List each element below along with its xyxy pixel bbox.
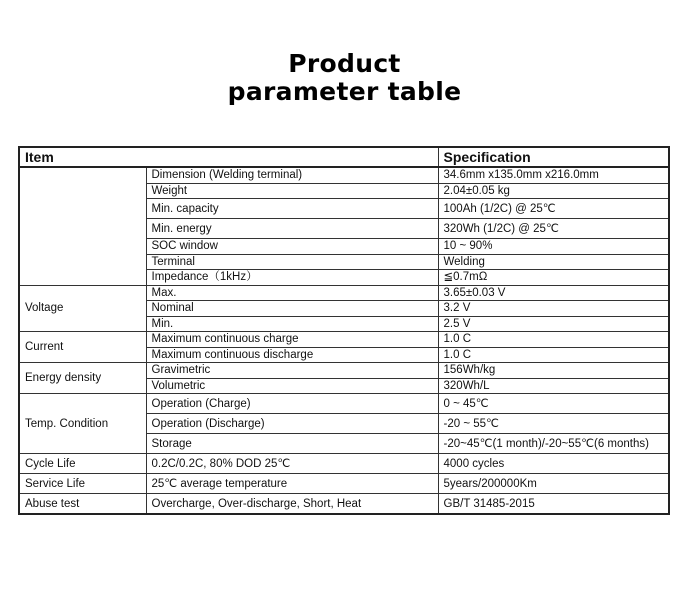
- group-cell-temp-condition: Temp. Condition: [19, 394, 146, 454]
- value-cell: 3.65±0.03 V: [438, 285, 669, 301]
- value-cell: 0 ~ 45℃: [438, 394, 669, 414]
- group-cell-abuse-test: Abuse test: [19, 494, 146, 515]
- param-cell: Nominal: [146, 301, 438, 317]
- param-cell: Max.: [146, 285, 438, 301]
- value-cell: 100Ah (1/2C) @ 25℃: [438, 199, 669, 219]
- value-cell: Welding: [438, 254, 669, 270]
- group-cell-energy-density: Energy density: [19, 363, 146, 394]
- group-cell-cycle-life: Cycle Life: [19, 454, 146, 474]
- table-row: [19, 363, 669, 379]
- table-row: [19, 474, 669, 494]
- param-cell: Min. capacity: [146, 199, 438, 219]
- value-cell: 2.04±0.05 kg: [438, 183, 669, 199]
- value-cell: ≦0.7mΩ: [438, 270, 669, 286]
- table-row: [19, 167, 669, 183]
- group-cell-service-life: Service Life: [19, 474, 146, 494]
- table-row: [19, 454, 669, 474]
- value-cell: 1.0 C: [438, 332, 669, 348]
- param-cell: Operation (Charge): [146, 394, 438, 414]
- value-cell: 156Wh/kg: [438, 363, 669, 379]
- title-line-2: parameter table: [227, 77, 462, 106]
- value-cell: 320Wh/L: [438, 378, 669, 394]
- group-cell-current: Current: [19, 332, 146, 363]
- value-cell: 5years/200000Km: [438, 474, 669, 494]
- parameter-table: [18, 146, 670, 515]
- value-cell: GB/T 31485-2015: [438, 494, 669, 515]
- value-cell: 34.6mm x135.0mm x216.0mm: [438, 167, 669, 183]
- table-row: [19, 285, 669, 301]
- table-row: [19, 332, 669, 348]
- value-cell: -20 ~ 55℃: [438, 414, 669, 434]
- param-cell: Maximum continuous discharge: [146, 347, 438, 363]
- param-cell: 25℃ average temperature: [146, 474, 438, 494]
- param-cell: Weight: [146, 183, 438, 199]
- param-cell: Gravimetric: [146, 363, 438, 379]
- value-cell: 3.2 V: [438, 301, 669, 317]
- group-cell-voltage: Voltage: [19, 285, 146, 332]
- param-cell: SOC window: [146, 239, 438, 255]
- title-line-1: Product: [288, 49, 401, 78]
- group-cell-general: [19, 167, 146, 285]
- value-cell: 10 ~ 90%: [438, 239, 669, 255]
- param-cell: Maximum continuous charge: [146, 332, 438, 348]
- value-cell: -20~45℃(1 month)/-20~55℃(6 months): [438, 434, 669, 454]
- value-cell: 2.5 V: [438, 316, 669, 332]
- table-header-row: [19, 147, 669, 167]
- header-item: Item: [19, 147, 438, 167]
- value-cell: 1.0 C: [438, 347, 669, 363]
- param-cell: Volumetric: [146, 378, 438, 394]
- param-cell: Impedance（1kHz）: [146, 270, 438, 286]
- param-cell: Min.: [146, 316, 438, 332]
- value-cell: 320Wh (1/2C) @ 25℃: [438, 219, 669, 239]
- table-row: [19, 394, 669, 414]
- header-specification: Specification: [438, 147, 669, 167]
- param-cell: 0.2C/0.2C, 80% DOD 25℃: [146, 454, 438, 474]
- value-cell: 4000 cycles: [438, 454, 669, 474]
- param-cell: Storage: [146, 434, 438, 454]
- table-row: [19, 494, 669, 515]
- param-cell: Operation (Discharge): [146, 414, 438, 434]
- page-title: [0, 50, 689, 106]
- param-cell: Min. energy: [146, 219, 438, 239]
- param-cell: Dimension (Welding terminal): [146, 167, 438, 183]
- param-cell: Overcharge, Over-discharge, Short, Heat: [146, 494, 438, 515]
- param-cell: Terminal: [146, 254, 438, 270]
